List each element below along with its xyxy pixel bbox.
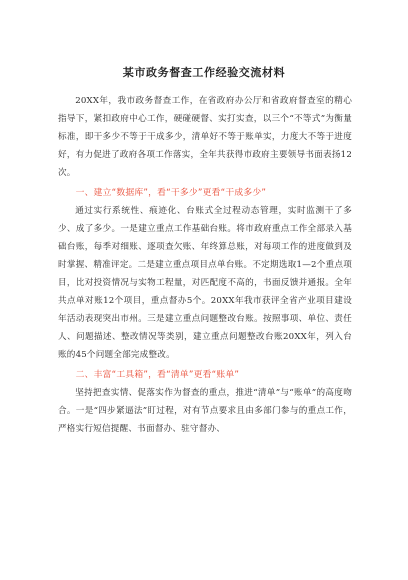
document-body	[58, 92, 352, 438]
document-title: 某市政务督查工作经验交流材料	[122, 66, 286, 79]
section-2-paragraph: 坚持把查实情、促落实作为督查的重点，推进“清单”与“账单”的高度吻合。一是“四步紧逼法”盯过程，对有节点要求且由多部门参与的重点工作，严格实行短信提醒、书面督办、驻守督办、	[58, 388, 352, 434]
section-1-heading: 一、建立“数据库”，看“干多少”更看“干成多少”	[75, 188, 267, 198]
section-1-paragraph: 通过实行系统性、痕迹化、台账式全过程动态管理，实时监测干了多少、成了多少。一是建立重点工作基础台账。将市政府重点工作全部录入基础台账，每季对细账、逐项查欠账、年终算总账，对每项工作的进度做到及时掌握、精准评定。二是建立重点项目点单台账。不定期选取1—2个重点项目，比对投资情况与实物工程量，对匹配度不高的，书面反馈并通报。全年共点单对账12个项目，重点督办5个。20XX年我市获评全省产业项目建设年活动表现突出市州。三是建立重点问题整改台账。按照事项、单位、责任人、问题描述、整改情况等类别，建立重点问题整改台账20XX年，列入台账的45个问题全部完成整改。	[58, 206, 352, 360]
intro-paragraph: 20XX年，我市政务督查工作，在省政府办公厅和省政府督查室的精心指导下，紧扣政府中心工作，硬碰硬督、实打实查，以三个“不等式”为衡量标准，即干多少不等于干成多少，清单好不等于账单实，力度大不等于进度好，有力促进了政府各项工作落实，全年共获得市政府主要领导书面表扬12次。	[58, 96, 352, 178]
section-2-heading: 二、丰富“工具箱”，看“清单”更看“账单”	[75, 370, 240, 380]
